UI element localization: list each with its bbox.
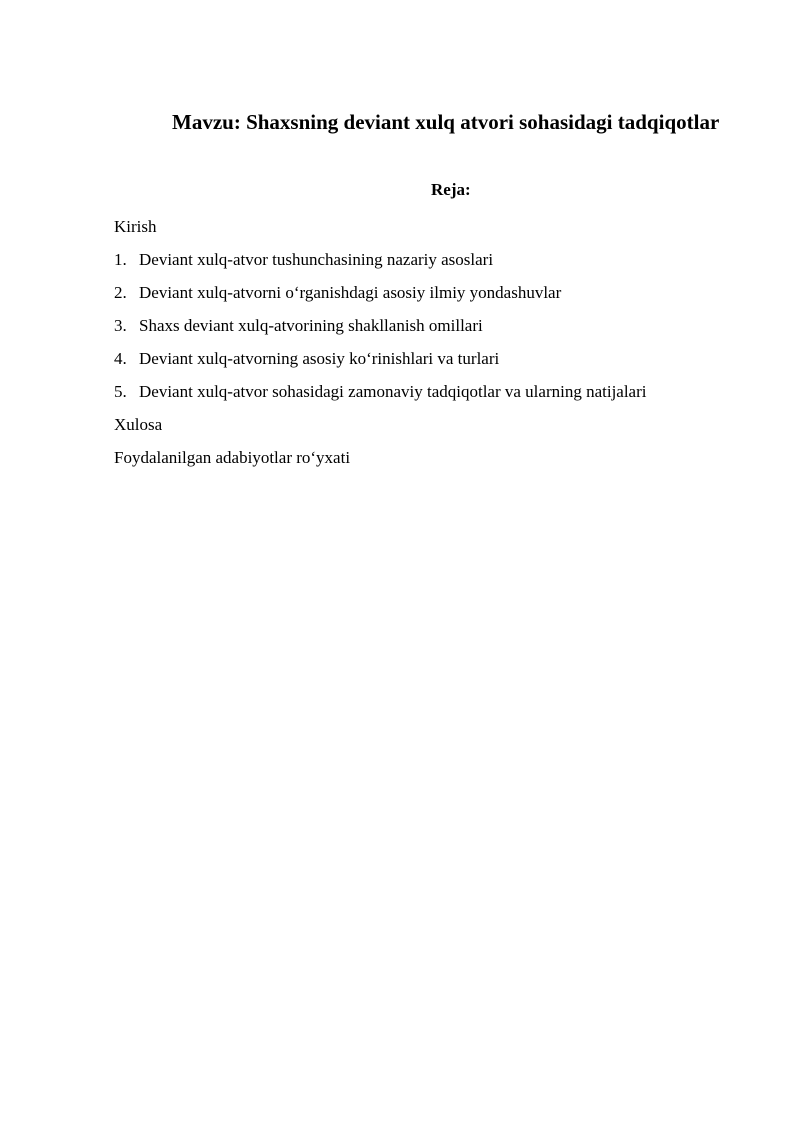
- toc-item-number: 3.: [114, 316, 127, 335]
- toc-item: [114, 276, 754, 309]
- toc-item-text: Deviant xulq-atvorni o‘rganishdagi asosiy ilmiy yondashuvlar: [139, 283, 562, 302]
- toc-references: Foydalanilgan adabiyotlar ro‘yxati: [114, 448, 351, 467]
- toc-item: [114, 342, 754, 375]
- toc-item: [114, 375, 754, 408]
- toc-item: [114, 309, 754, 342]
- toc-intro: Kirish: [114, 217, 157, 236]
- toc-item-number: 4.: [114, 349, 127, 368]
- toc-item-text: Deviant xulq-atvorning asosiy ko‘rinishlari va turlari: [139, 349, 500, 368]
- toc-item-text: Shaxs deviant xulq-atvorining shakllanish omillari: [139, 316, 483, 335]
- toc-item-text: Deviant xulq-atvor tushunchasining nazariy asoslari: [139, 250, 494, 269]
- document-title: Mavzu: Shaxsning deviant xulq atvori sohasidagi tadqiqotlar: [172, 110, 720, 134]
- table-of-contents: [114, 210, 754, 474]
- toc-item-number: 5.: [114, 382, 127, 401]
- toc-item-number: 1.: [114, 250, 127, 269]
- plan-heading: Reja:: [431, 180, 471, 199]
- toc-item: [114, 243, 754, 276]
- toc-item-number: 2.: [114, 283, 127, 302]
- toc-item-text: Deviant xulq-atvor sohasidagi zamonaviy tadqiqotlar va ularning natijalari: [139, 382, 647, 401]
- toc-conclusion: Xulosa: [114, 415, 163, 434]
